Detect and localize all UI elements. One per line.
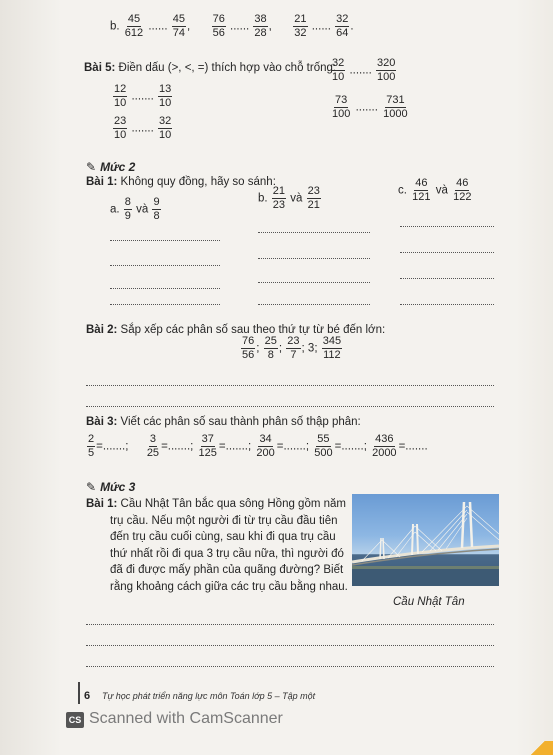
fraction: $\frac{76}{56}$	[212, 13, 225, 39]
bridge-caption: Cầu Nhật Tân	[393, 596, 465, 608]
bai5-pair-3: $\frac{32}{10}$ ....... $\frac{320}{100}$	[332, 57, 396, 83]
muc2-bai2-heading: Bài 2: Sắp xếp các phân số sau theo thứ tự từ bé đến lớn:	[86, 324, 386, 336]
camscanner-logo-icon: CS	[66, 712, 84, 728]
answer-line	[400, 304, 494, 305]
fraction: $\frac{32}{64}$	[336, 13, 349, 39]
answer-line	[110, 240, 220, 241]
answer-line	[86, 666, 494, 667]
fraction: $\frac{38}{28}$	[254, 13, 267, 39]
b-label: b.	[110, 20, 120, 33]
page-corner-decoration	[523, 741, 553, 755]
fraction: $\frac{21}{32}$	[294, 13, 307, 39]
muc3-bai1-text: Bài 1: Cầu Nhật Tân bắc qua sông Hồng gồm năm trụ cầu. Nếu một người đi từ trụ cầu đầu tiên đến trụ cầu cuối cùng, sau khi đi qua trụ cầu thứ nhất rồi đi qua 3 trụ cầu nữa, thì người đó đã đi được mấy phần của quãng đường? Biết rằng khoảng cách giữa các trụ cầu bằng nhau.	[86, 498, 348, 593]
pen-icon: ✎	[86, 160, 97, 174]
fraction: $\frac{45}{74}$	[172, 13, 185, 39]
muc2-bai2-fractions: $\frac{76}{56}$ ; $\frac{25}{8}$ ; $\frac{23}{7}$ ; 3; $\frac{345}{112}$	[242, 335, 342, 361]
footer-book-title: Tự học phát triển năng lực môn Toán lớp 5 – Tập một	[102, 691, 316, 701]
fraction: $\frac{45}{612}$	[124, 13, 144, 39]
answer-line	[400, 226, 494, 227]
muc2-bai1-c: c. $\frac{46}{121}$ và $\frac{46}{122}$	[398, 177, 472, 203]
page-number: 6	[84, 690, 91, 702]
muc2-bai3-items: $\frac{2}{5}$ =.......; $\frac{3}{25}$ =.......; $\frac{37}{125}$ =.......; $\frac{34}{200}$ =.......; $\frac{55}{500}$ =.......; $\frac{436}{2000}$ =.......	[88, 433, 428, 459]
answer-line	[258, 282, 370, 283]
footer-divider	[78, 682, 80, 704]
scanner-watermark: Scanned with CamScanner	[89, 710, 283, 727]
answer-line	[110, 265, 220, 266]
answer-line	[258, 258, 370, 259]
page-edge-shadow	[515, 0, 553, 755]
top-exercise-b: b. $\frac{45}{612}$ ...... $\frac{45}{74}$ , $\frac{76}{56}$ ...... $\frac{38}{28}$ , $\frac{21}{32}$ ...... $\frac{32}{64}$ .	[110, 13, 354, 39]
bai5-pair-4: $\frac{73}{100}$ ....... $\frac{731}{1000}$	[332, 94, 408, 120]
muc2-bai1-heading: Bài 1: Không quy đồng, hãy so sánh:	[86, 176, 276, 188]
muc2-bai3-heading: Bài 3: Viết các phân số sau thành phân số thập phân:	[86, 416, 361, 428]
bai5-pair-1: $\frac{12}{10}$ ....... $\frac{13}{10}$	[114, 83, 172, 109]
bai5-heading: Bài 5: Điền dấu (>, <, =) thích hợp vào chỗ trống:	[84, 62, 337, 74]
muc2-bai1-b: b. $\frac{21}{23}$ và $\frac{23}{21}$	[258, 185, 320, 211]
answer-line	[258, 304, 370, 305]
answer-line	[258, 232, 370, 233]
bridge-illustration	[352, 494, 499, 586]
page-gutter-shadow	[0, 0, 62, 755]
answer-line	[86, 624, 494, 625]
answer-line	[110, 304, 220, 305]
muc2-bai1-a: a. $\frac{8}{9}$ và $\frac{9}{8}$	[110, 196, 160, 222]
answer-line	[110, 288, 220, 289]
answer-line	[86, 406, 494, 407]
pen-icon: ✎	[86, 480, 97, 494]
level-3-heading: ✎ Mức 3	[86, 480, 136, 494]
bai5-pair-2: $\frac{23}{10}$ ....... $\frac{32}{10}$	[114, 115, 172, 141]
answer-line	[400, 278, 494, 279]
answer-line	[400, 252, 494, 253]
answer-line	[86, 385, 494, 386]
answer-line	[86, 645, 494, 646]
level-2-heading: ✎ Mức 2	[86, 160, 136, 174]
bridge-photo	[352, 494, 499, 586]
